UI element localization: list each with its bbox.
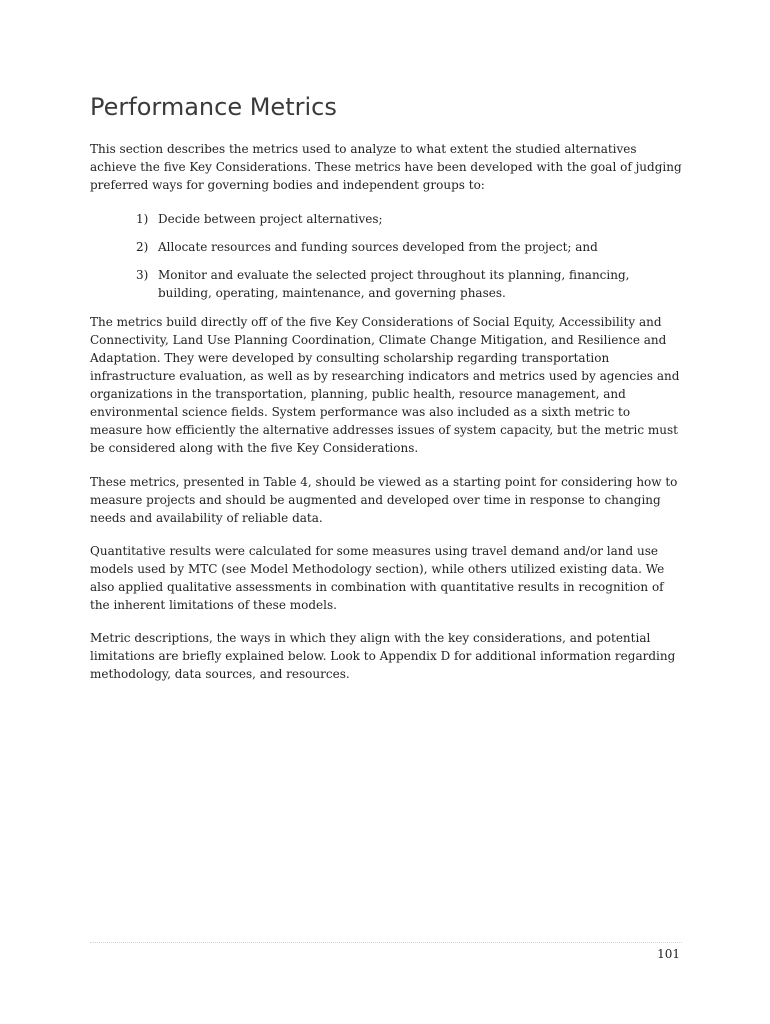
list-item	[90, 210, 682, 228]
quantitative-results-paragraph: Quantitative results were calculated for some measures using travel demand and/or land use models used by MTC (see Model Methodology section), while others utilized existing data. We also applied qualitative assessments in combination with quantitative results in recognition of the inherent limitations of these models.	[90, 544, 665, 612]
table-reference-paragraph: These metrics, presented in Table 4, should be viewed as a starting point for considering how to measure projects and should be augmented and developed over time in response to changing needs and availability of reliable data.	[90, 475, 678, 525]
list-item-number: 1)	[136, 212, 149, 226]
list-item-text: Allocate resources and funding sources developed from the project; and	[158, 240, 598, 254]
page-title: Performance Metrics	[90, 93, 337, 121]
list-item-text: Decide between project alternatives;	[158, 212, 383, 226]
intro-paragraph: This section describes the metrics used to analyze to what extent the studied alternatives achieve the five Key Considerations. These metrics have been developed with the goal of judging preferred ways for governing bodies and independent groups to:	[90, 142, 682, 192]
footer-divider	[90, 942, 682, 943]
list-item	[90, 238, 682, 256]
list-item-number: 3)	[136, 268, 149, 282]
page-number: 101	[657, 947, 680, 961]
document-page	[90, 0, 682, 1024]
metrics-basis-paragraph: The metrics build directly off of the five Key Considerations of Social Equity, Accessibility and Connectivity, Land Use Planning Coordination, Climate Change Mitigation, and Resilience and Adaptation. They were developed by consulting scholarship regarding transportation infrastructure evaluation, as well as by researching indicators and metrics used by agencies and organizations in the transportation, planning, public health, resource management, and environmental science fields. System performance was also included as a sixth metric to measure how efficiently the alternative addresses issues of system capacity, but the metric must be considered along with the five Key Considerations.	[90, 315, 680, 455]
list-item	[90, 266, 682, 302]
metric-descriptions-paragraph: Metric descriptions, the ways in which they align with the key considerations, and potential limitations are briefly explained below. Look to Appendix D for additional information regarding methodology, data sources, and resources.	[90, 631, 676, 681]
considerations-list	[90, 210, 682, 312]
list-item-text: Monitor and evaluate the selected project throughout its planning, financing, building, operating, maintenance, and governing phases.	[158, 268, 630, 300]
list-item-number: 2)	[136, 240, 149, 254]
